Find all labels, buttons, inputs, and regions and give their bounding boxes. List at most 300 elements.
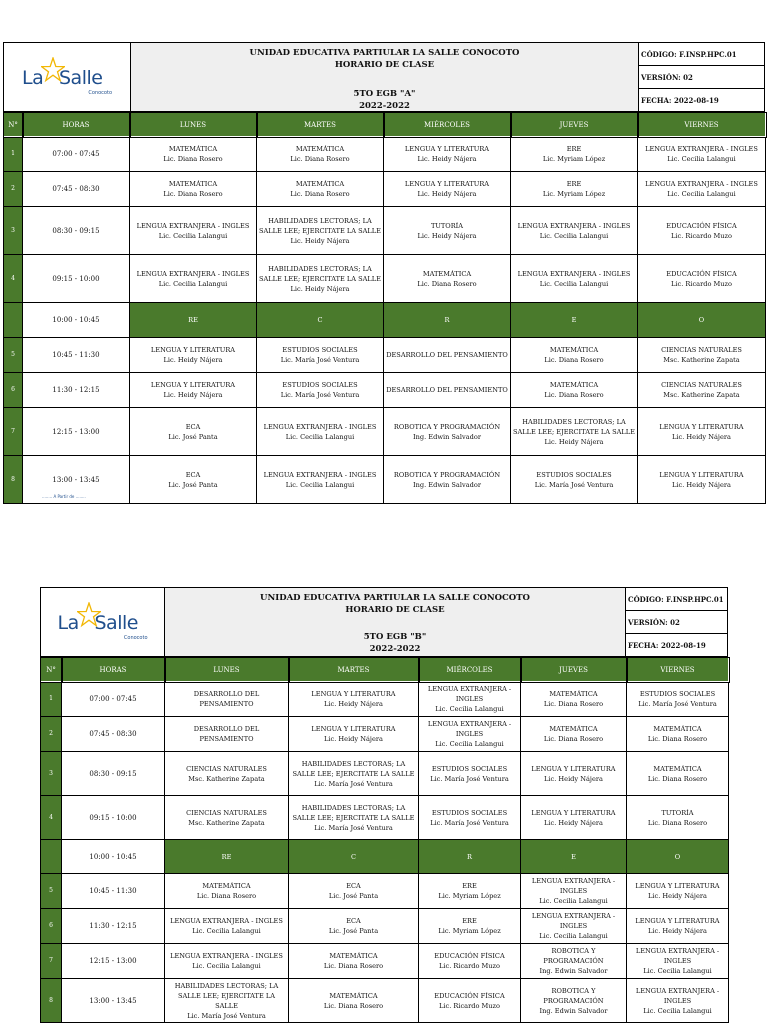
subject-name: MATEMÁTICA — [329, 991, 378, 1000]
subject-name: MATEMÁTICA — [422, 269, 472, 278]
teacher-name: Lic. Heidy Nájera — [290, 236, 350, 245]
period-hours: 07:00 - 07:45 — [62, 682, 165, 717]
class-cell — [419, 682, 521, 717]
teacher-name: Lic. Cecilia Lalangui — [192, 927, 261, 935]
subject-name: EDUCACIÓN FÍSICA — [666, 221, 737, 230]
teacher-name: Lic. Ricardo Muzo — [439, 962, 500, 970]
period-hours: 10:45 - 11:30 — [62, 874, 165, 909]
schedule-b — [40, 587, 728, 1023]
subject-name: EDUCACIÓN FÍSICA — [434, 991, 505, 1000]
teacher-name: Lic. Cecilia Lalangui — [285, 480, 355, 489]
recess-letter: RE — [221, 852, 232, 861]
header-row — [41, 658, 729, 682]
subject-name: LENGUA EXTRANJERA - INGLES — [517, 221, 631, 230]
subject-name: MATEMÁTICA — [549, 381, 599, 389]
subject-name: MATEMÁTICA — [295, 180, 345, 188]
teacher-name: Lic. Cecilia Lalangui — [667, 155, 736, 163]
teacher-name: Msc. Katherine Zapata — [188, 818, 265, 827]
period-number: 4 — [41, 796, 62, 840]
subject-name: LENGUA EXTRANJERA - INGLES — [427, 685, 512, 703]
recess-letter: R — [444, 316, 450, 324]
class-cell — [130, 408, 257, 456]
column-header: HORAS — [23, 113, 130, 137]
subject-name: LENGUA Y LITERATURA — [150, 381, 236, 389]
subject-name: ERE — [462, 882, 477, 890]
class-cell — [627, 682, 729, 717]
teacher-name: Lic. Diana Rosero — [290, 190, 350, 198]
class-cell — [627, 874, 729, 909]
recess-letter: E — [571, 852, 576, 861]
class-cell — [165, 752, 289, 796]
class-cell — [511, 137, 638, 172]
recess-cell — [419, 840, 521, 874]
class-cell — [627, 979, 729, 1023]
teacher-name: Ing. Edwin Salvador — [539, 1006, 608, 1015]
subject-name: MATEMÁTICA — [329, 952, 378, 960]
subject-name: LENGUA Y LITERATURA — [531, 764, 616, 773]
school-year: 2022-2022 — [359, 101, 410, 111]
teacher-name: Lic. Cecilia Lalangui — [435, 740, 504, 748]
teacher-name: Ing. Edwin Salvador — [539, 967, 608, 975]
subject-name: MATEMÁTICA — [653, 725, 702, 733]
teacher-name: Lic. Heidy Nájera — [324, 735, 383, 743]
teacher-name: Lic. Myriam López — [438, 927, 501, 935]
document-meta — [639, 42, 765, 112]
subject-name: ECA — [185, 470, 201, 479]
teacher-name: Lic. Heidy Nájera — [324, 700, 383, 708]
column-header: VIERNES — [638, 113, 766, 137]
class-cell — [257, 338, 384, 373]
version-label: VERSIÓN: 02 — [639, 66, 764, 89]
school-name: UNIDAD EDUCATIVA PARTIULAR LA SALLE CONOCOTO — [260, 593, 530, 603]
class-cell — [130, 137, 257, 172]
period-hours: 09:15 - 10:00 — [62, 796, 165, 840]
subject-name: ECA — [346, 882, 361, 890]
subject-name: HABILIDADES LECTORAS; LA SALLE LEE; EJERCITATE LA SALLE — [292, 803, 415, 822]
teacher-name: Lic. Heidy Nájera — [648, 927, 707, 935]
period-hours: 07:45 - 08:30 — [23, 172, 130, 207]
subject-name: LENGUA EXTRANJERA - INGLES — [645, 180, 758, 188]
document-meta — [626, 587, 728, 657]
subject-name: DESARROLLO DEL PENSAMIENTO — [193, 690, 260, 708]
teacher-name: Lic. Cecilia Lalangui — [643, 1006, 712, 1015]
class-cell — [289, 717, 419, 752]
fecha-label: FECHA: 2022-08-19 — [628, 640, 706, 650]
school-year: 2022-2022 — [369, 644, 421, 654]
class-cell — [130, 373, 257, 408]
subject-name: LENGUA EXTRANJERA - INGLES — [263, 470, 377, 479]
teacher-name: Msc. Katherine Zapata — [188, 774, 265, 783]
teacher-name: Lic. José Panta — [168, 480, 218, 489]
class-cell — [521, 682, 627, 717]
subject-name: CIENCIAS NATURALES — [661, 346, 742, 354]
table-row — [4, 338, 766, 373]
subject-name: ESTUDIOS SOCIALES — [282, 381, 358, 389]
class-cell — [165, 874, 289, 909]
teacher-name: Lic. Cecilia Lalangui — [643, 967, 712, 975]
subject-name: ESTUDIOS SOCIALES — [431, 808, 508, 817]
subject-name: LENGUA EXTRANJERA - INGLES — [635, 947, 720, 965]
subject-name: MATEMÁTICA — [549, 346, 599, 354]
class-cell — [384, 408, 511, 456]
subject-name: MATEMÁTICA — [653, 764, 702, 773]
class-cell — [257, 137, 384, 172]
teacher-name: Lic. Ricardo Muzo — [439, 1001, 500, 1010]
subject-name: ROBOTICA Y PROGRAMACIÓN — [543, 947, 604, 965]
teacher-name: Ing. Edwin Salvador — [413, 480, 481, 489]
table-row — [41, 979, 729, 1023]
class-cell — [130, 172, 257, 207]
subject-name: LENGUA EXTRANJERA - INGLES — [635, 986, 720, 1005]
subject-name: LENGUA EXTRANJERA - INGLES — [263, 422, 377, 431]
teacher-name: Lic. Heidy Nájera — [163, 356, 223, 364]
teacher-name: Lic. Heidy Nájera — [672, 432, 731, 441]
class-cell — [289, 752, 419, 796]
subject-name: LENGUA EXTRANJERA - INGLES — [645, 145, 758, 153]
period-hours: 11:30 - 12:15 — [62, 909, 165, 944]
class-cell — [521, 717, 627, 752]
grade-label: 5TO EGB "A" — [353, 89, 416, 99]
recess-cell — [289, 840, 419, 874]
subject-name: HABILIDADES LECTORAS; LA SALLE LEE; EJERCITATE LA SALLE — [174, 981, 279, 1010]
subject-name: ECA — [346, 917, 361, 925]
class-cell — [511, 408, 638, 456]
subject-name: DESARROLLO DEL PENSAMIENTO — [386, 386, 508, 394]
teacher-name: Lic. Diana Rosero — [647, 774, 708, 783]
period-number: 2 — [4, 172, 23, 207]
teacher-name: Lic. María José Ventura — [187, 1011, 266, 1020]
teacher-name: Lic. María José Ventura — [430, 818, 509, 827]
teacher-name: Lic. Heidy Nájera — [417, 231, 477, 240]
period-number: 7 — [4, 408, 23, 456]
class-cell — [289, 979, 419, 1023]
subject-name: MATEMÁTICA — [168, 180, 218, 188]
teacher-name: Lic. Cecilia Lalangui — [158, 231, 228, 240]
schedule-header — [40, 587, 728, 657]
teacher-name: Lic. Diana Rosero — [323, 1001, 384, 1010]
recess-cell — [384, 303, 511, 338]
column-header: N° — [41, 658, 62, 682]
class-cell — [511, 255, 638, 303]
schedule-table — [40, 657, 729, 1023]
period-number — [4, 303, 23, 338]
teacher-name: Lic. Heidy Nájera — [648, 892, 707, 900]
teacher-name: Lic. José Panta — [168, 432, 218, 441]
subject-name: ROBOTICA Y PROGRAMACIÓN — [543, 986, 604, 1005]
class-cell — [627, 944, 729, 979]
class-cell — [638, 408, 766, 456]
class-cell — [627, 796, 729, 840]
period-number: 1 — [41, 682, 62, 717]
recess-cell — [257, 303, 384, 338]
recess-cell — [165, 840, 289, 874]
teacher-name: Lic. María José Ventura — [280, 391, 360, 399]
table-row — [4, 408, 766, 456]
table-row — [41, 874, 729, 909]
recess-cell — [130, 303, 257, 338]
teacher-name: Lic. Cecilia Lalangui — [285, 432, 355, 441]
recess-letter: O — [674, 852, 681, 861]
column-header: MARTES — [257, 113, 384, 137]
subject-name: MATEMÁTICA — [549, 690, 598, 698]
class-cell — [511, 338, 638, 373]
teacher-name: Lic. María José Ventura — [534, 480, 614, 489]
class-cell — [511, 207, 638, 255]
table-row — [41, 909, 729, 944]
teacher-name: Lic. Myriam López — [542, 155, 606, 163]
class-cell — [289, 874, 419, 909]
class-cell — [384, 137, 511, 172]
period-number: 3 — [4, 207, 23, 255]
teacher-name: Lic. Diana Rosero — [543, 700, 604, 708]
subject-name: ROBOTICA Y PROGRAMACIÓN — [393, 470, 501, 479]
subject-name: CIENCIAS NATURALES — [661, 381, 742, 389]
subject-name: LENGUA Y LITERATURA — [404, 145, 490, 153]
class-cell — [638, 338, 766, 373]
teacher-name: Lic. Heidy Nájera — [417, 190, 477, 198]
subject-name: EDUCACIÓN FÍSICA — [666, 269, 737, 278]
subject-name: DESARROLLO DEL PENSAMIENTO — [386, 351, 508, 359]
recess-row — [41, 840, 729, 874]
teacher-name: Lic. Cecilia Lalangui — [435, 705, 504, 713]
recess-letter: R — [467, 852, 472, 861]
class-cell — [257, 255, 384, 303]
column-header: MARTES — [289, 658, 419, 682]
teacher-name: Lic. Cecilia Lalangui — [539, 897, 608, 905]
period-number: 6 — [41, 909, 62, 944]
version-label: VERSIÓN: 02 — [626, 611, 727, 634]
period-hours: 08:30 - 09:15 — [23, 207, 130, 255]
class-cell — [165, 682, 289, 717]
period-hours: 08:30 - 09:15 — [62, 752, 165, 796]
class-cell — [289, 682, 419, 717]
teacher-name: Lic. Heidy Nájera — [544, 437, 604, 446]
recess-letter: O — [698, 316, 705, 324]
subject-name: CIENCIAS NATURALES — [186, 808, 267, 817]
schedule-title — [164, 587, 626, 657]
subject-name: LENGUA Y LITERATURA — [404, 180, 490, 188]
subject-name: LENGUA Y LITERATURA — [659, 422, 744, 431]
subject-name: ROBOTICA Y PROGRAMACIÓN — [393, 422, 501, 431]
teacher-name: Lic. Myriam López — [542, 190, 606, 198]
period-number: 1 — [4, 137, 23, 172]
class-cell — [419, 796, 521, 840]
fecha-label: FECHA: 2022-08-19 — [641, 95, 719, 105]
class-cell — [257, 408, 384, 456]
subject-name: ESTUDIOS SOCIALES — [639, 690, 716, 698]
period-number: 5 — [41, 874, 62, 909]
table-row — [4, 207, 766, 255]
class-cell — [627, 752, 729, 796]
table-row — [41, 717, 729, 752]
class-cell — [638, 373, 766, 408]
class-cell — [627, 717, 729, 752]
teacher-name: Lic. María José Ventura — [638, 700, 717, 708]
class-cell — [165, 979, 289, 1023]
class-cell — [521, 979, 627, 1023]
subject-name: HABILIDADES LECTORAS; LA SALLE LEE; EJERCITATE LA SALLE — [259, 216, 381, 235]
schedule-header — [3, 42, 765, 112]
subject-name: EDUCACIÓN FÍSICA — [434, 952, 505, 960]
class-cell — [638, 207, 766, 255]
column-header: LUNES — [165, 658, 289, 682]
teacher-name: Lic. Heidy Nájera — [544, 774, 603, 783]
subject-name: LENGUA Y LITERATURA — [311, 690, 396, 698]
subject-name: DESARROLLO DEL PENSAMIENTO — [193, 725, 260, 743]
recess-letter: C — [317, 316, 323, 324]
teacher-name: Lic. Cecilia Lalangui — [539, 231, 609, 240]
column-header: LUNES — [130, 113, 257, 137]
subject-name: MATEMÁTICA — [202, 882, 251, 890]
subject-name: HABILIDADES LECTORAS; LA SALLE LEE; EJERCITATE LA SALLE — [292, 759, 415, 778]
recess-cell — [511, 303, 638, 338]
grade-label: 5TO EGB "B" — [363, 632, 427, 642]
period-hours: 13:00 - 13:45 — [62, 979, 165, 1023]
period-hours: 13:00 - 13:45 — [23, 456, 130, 504]
class-cell — [511, 373, 638, 408]
period-hours: 07:45 - 08:30 — [62, 717, 165, 752]
schedule-subtitle: HORARIO DE CLASE — [345, 605, 445, 615]
class-cell — [384, 456, 511, 504]
subject-name: ERE — [566, 180, 582, 188]
period-hours: 10:45 - 11:30 — [23, 338, 130, 373]
class-cell — [521, 944, 627, 979]
subject-name: HABILIDADES LECTORAS; LA SALLE LEE; EJERCITATE LA SALLE — [259, 264, 381, 283]
teacher-name: Lic. Heidy Nájera — [672, 480, 731, 489]
class-cell — [419, 752, 521, 796]
class-cell — [165, 717, 289, 752]
footnote: ........ A Partir de ........ — [42, 494, 86, 499]
table-row — [4, 456, 766, 504]
logo-salle: Salle — [94, 612, 138, 634]
class-cell — [130, 456, 257, 504]
subject-name: LENGUA EXTRANJERA - INGLES — [136, 221, 250, 230]
teacher-name: Lic. María José Ventura — [314, 823, 393, 832]
subject-name: LENGUA EXTRANJERA - INGLES — [531, 912, 616, 930]
column-header: JUEVES — [521, 658, 627, 682]
class-cell — [384, 338, 511, 373]
period-number: 8 — [41, 979, 62, 1023]
teacher-name: Lic. Cecilia Lalangui — [539, 279, 609, 288]
subject-name: ECA — [185, 422, 201, 431]
subject-name: HABILIDADES LECTORAS; LA SALLE LEE; EJERCITATE LA SALLE — [513, 417, 635, 436]
class-cell — [511, 456, 638, 504]
subject-name: ESTUDIOS SOCIALES — [282, 346, 358, 354]
class-cell — [419, 944, 521, 979]
teacher-name: Lic. Diana Rosero — [417, 279, 477, 288]
period-hours: 10:00 - 10:45 — [62, 840, 165, 874]
table-row — [41, 752, 729, 796]
class-cell — [130, 207, 257, 255]
column-header: HORAS — [62, 658, 165, 682]
logo-box — [40, 587, 164, 657]
teacher-name: Lic. María José Ventura — [430, 774, 509, 783]
class-cell — [521, 909, 627, 944]
class-cell — [627, 909, 729, 944]
recess-cell — [638, 303, 766, 338]
subject-name: MATEMÁTICA — [549, 725, 598, 733]
table-row — [4, 255, 766, 303]
subject-name: LENGUA EXTRANJERA - INGLES — [427, 720, 512, 738]
schedule-table — [3, 112, 766, 504]
subject-name: ESTUDIOS SOCIALES — [536, 470, 612, 479]
recess-letter: E — [571, 316, 577, 324]
logo-la: La — [57, 612, 79, 634]
table-row — [4, 373, 766, 408]
class-cell — [384, 255, 511, 303]
header-row — [4, 113, 766, 137]
teacher-name: Lic. Diana Rosero — [323, 962, 384, 970]
logo-salle: Salle — [59, 67, 103, 89]
column-header: MIÉRCOLES — [384, 113, 511, 137]
class-cell — [289, 909, 419, 944]
period-number: 8 — [4, 456, 23, 504]
teacher-name: Lic. Diana Rosero — [290, 155, 350, 163]
subject-name: LENGUA EXTRANJERA - INGLES — [517, 269, 631, 278]
codigo-label: CÓDIGO: F.INSP.HPC.01 — [626, 588, 727, 611]
teacher-name: Lic. Diana Rosero — [163, 190, 223, 198]
subject-name: LENGUA Y LITERATURA — [531, 808, 616, 817]
teacher-name: Lic. Cecilia Lalangui — [667, 190, 736, 198]
recess-row — [4, 303, 766, 338]
class-cell — [638, 172, 766, 207]
class-cell — [419, 874, 521, 909]
class-cell — [638, 255, 766, 303]
teacher-name: Lic. Diana Rosero — [544, 391, 604, 399]
class-cell — [257, 207, 384, 255]
subject-name: MATEMÁTICA — [295, 145, 345, 153]
subject-name: LENGUA Y LITERATURA — [150, 346, 236, 354]
class-cell — [165, 796, 289, 840]
table-row — [41, 682, 729, 717]
teacher-name: Lic. José Panta — [328, 892, 379, 900]
period-number: 5 — [4, 338, 23, 373]
subject-name: LENGUA EXTRANJERA - INGLES — [531, 877, 616, 895]
lasalle-logo — [22, 57, 112, 97]
subject-name: TUTORÍA — [661, 808, 694, 817]
subject-name: ERE — [462, 917, 477, 925]
teacher-name: Lic. Heidy Nájera — [417, 155, 477, 163]
class-cell — [257, 456, 384, 504]
teacher-name: Lic. Heidy Nájera — [544, 818, 603, 827]
class-cell — [511, 172, 638, 207]
school-name: UNIDAD EDUCATIVA PARTIULAR LA SALLE CONOCOTO — [249, 48, 520, 58]
period-hours: 12:15 - 13:00 — [62, 944, 165, 979]
teacher-name: Msc. Katherine Zapata — [663, 356, 740, 364]
class-cell — [638, 137, 766, 172]
logo-box — [3, 42, 130, 112]
table-row — [41, 796, 729, 840]
teacher-name: Lic. Ricardo Muzo — [671, 231, 732, 240]
recess-letter: C — [350, 852, 357, 861]
period-number: 6 — [4, 373, 23, 408]
class-cell — [638, 456, 766, 504]
subject-name: ESTUDIOS SOCIALES — [431, 764, 508, 773]
column-header: VIERNES — [627, 658, 729, 682]
recess-letter: RE — [188, 316, 198, 324]
schedule-a — [3, 42, 765, 504]
subject-name: ERE — [566, 145, 582, 153]
period-hours: 10:00 - 10:45 — [23, 303, 130, 338]
period-number: 7 — [41, 944, 62, 979]
logo-town: Conocoto — [88, 90, 112, 96]
codigo-label: CÓDIGO: F.INSP.HPC.01 — [639, 43, 764, 66]
table-row — [4, 172, 766, 207]
subject-name: LENGUA Y LITERATURA — [635, 882, 720, 890]
subject-name: LENGUA EXTRANJERA - INGLES — [170, 952, 283, 960]
teacher-name: Ing. Edwin Salvador — [413, 432, 481, 441]
period-number: 4 — [4, 255, 23, 303]
